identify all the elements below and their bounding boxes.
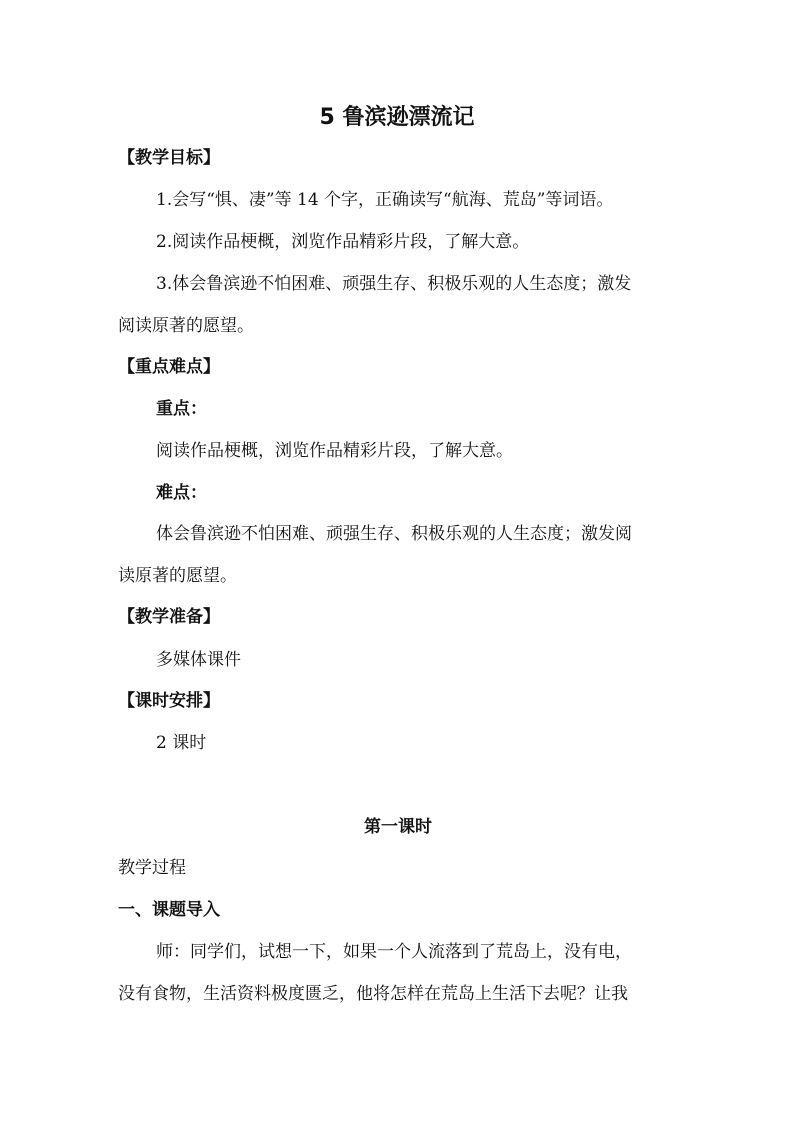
schedule-heading: 【课时安排】 — [118, 691, 220, 711]
step1-text: 师：同学们，试想一下，如果一个人流落到了荒岛上，没有电， — [156, 942, 632, 962]
lesson-title: 第一课时 — [364, 817, 432, 837]
difficult-point-text-continued: 读原著的愿望。 — [118, 566, 237, 586]
preparation-heading: 【教学准备】 — [118, 607, 220, 627]
goal-item-1: 1.会写“惧、凄”等 14 个字，正确读写“航海、荒岛”等词语。 — [156, 190, 614, 210]
goal-item-3-continued: 阅读原著的愿望。 — [118, 316, 254, 336]
key-points-heading: 【重点难点】 — [118, 357, 220, 377]
document-title: 5 鲁滨逊漂流记 — [319, 105, 475, 130]
process-label: 教学过程 — [118, 858, 186, 878]
preparation-text: 多媒体课件 — [156, 650, 241, 670]
step1-text-continued: 没有食物，生活资料极度匮乏，他将怎样在荒岛上生活下去呢？让我 — [118, 984, 628, 1004]
schedule-text: 2 课时 — [156, 733, 207, 753]
key-point-text: 阅读作品梗概，浏览作品精彩片段，了解大意。 — [156, 441, 513, 461]
goal-item-3: 3.体会鲁滨逊不怕困难、顽强生存、积极乐观的人生态度；激发 — [156, 274, 632, 294]
difficult-point-label: 难点： — [156, 483, 207, 503]
key-point-label: 重点： — [156, 399, 207, 419]
goals-heading: 【教学目标】 — [118, 148, 220, 168]
step1-heading: 一、课题导入 — [118, 900, 220, 920]
difficult-point-text: 体会鲁滨逊不怕困难、顽强生存、积极乐观的人生态度；激发阅 — [156, 524, 632, 544]
goal-item-2: 2.阅读作品梗概，浏览作品精彩片段，了解大意。 — [156, 232, 530, 252]
